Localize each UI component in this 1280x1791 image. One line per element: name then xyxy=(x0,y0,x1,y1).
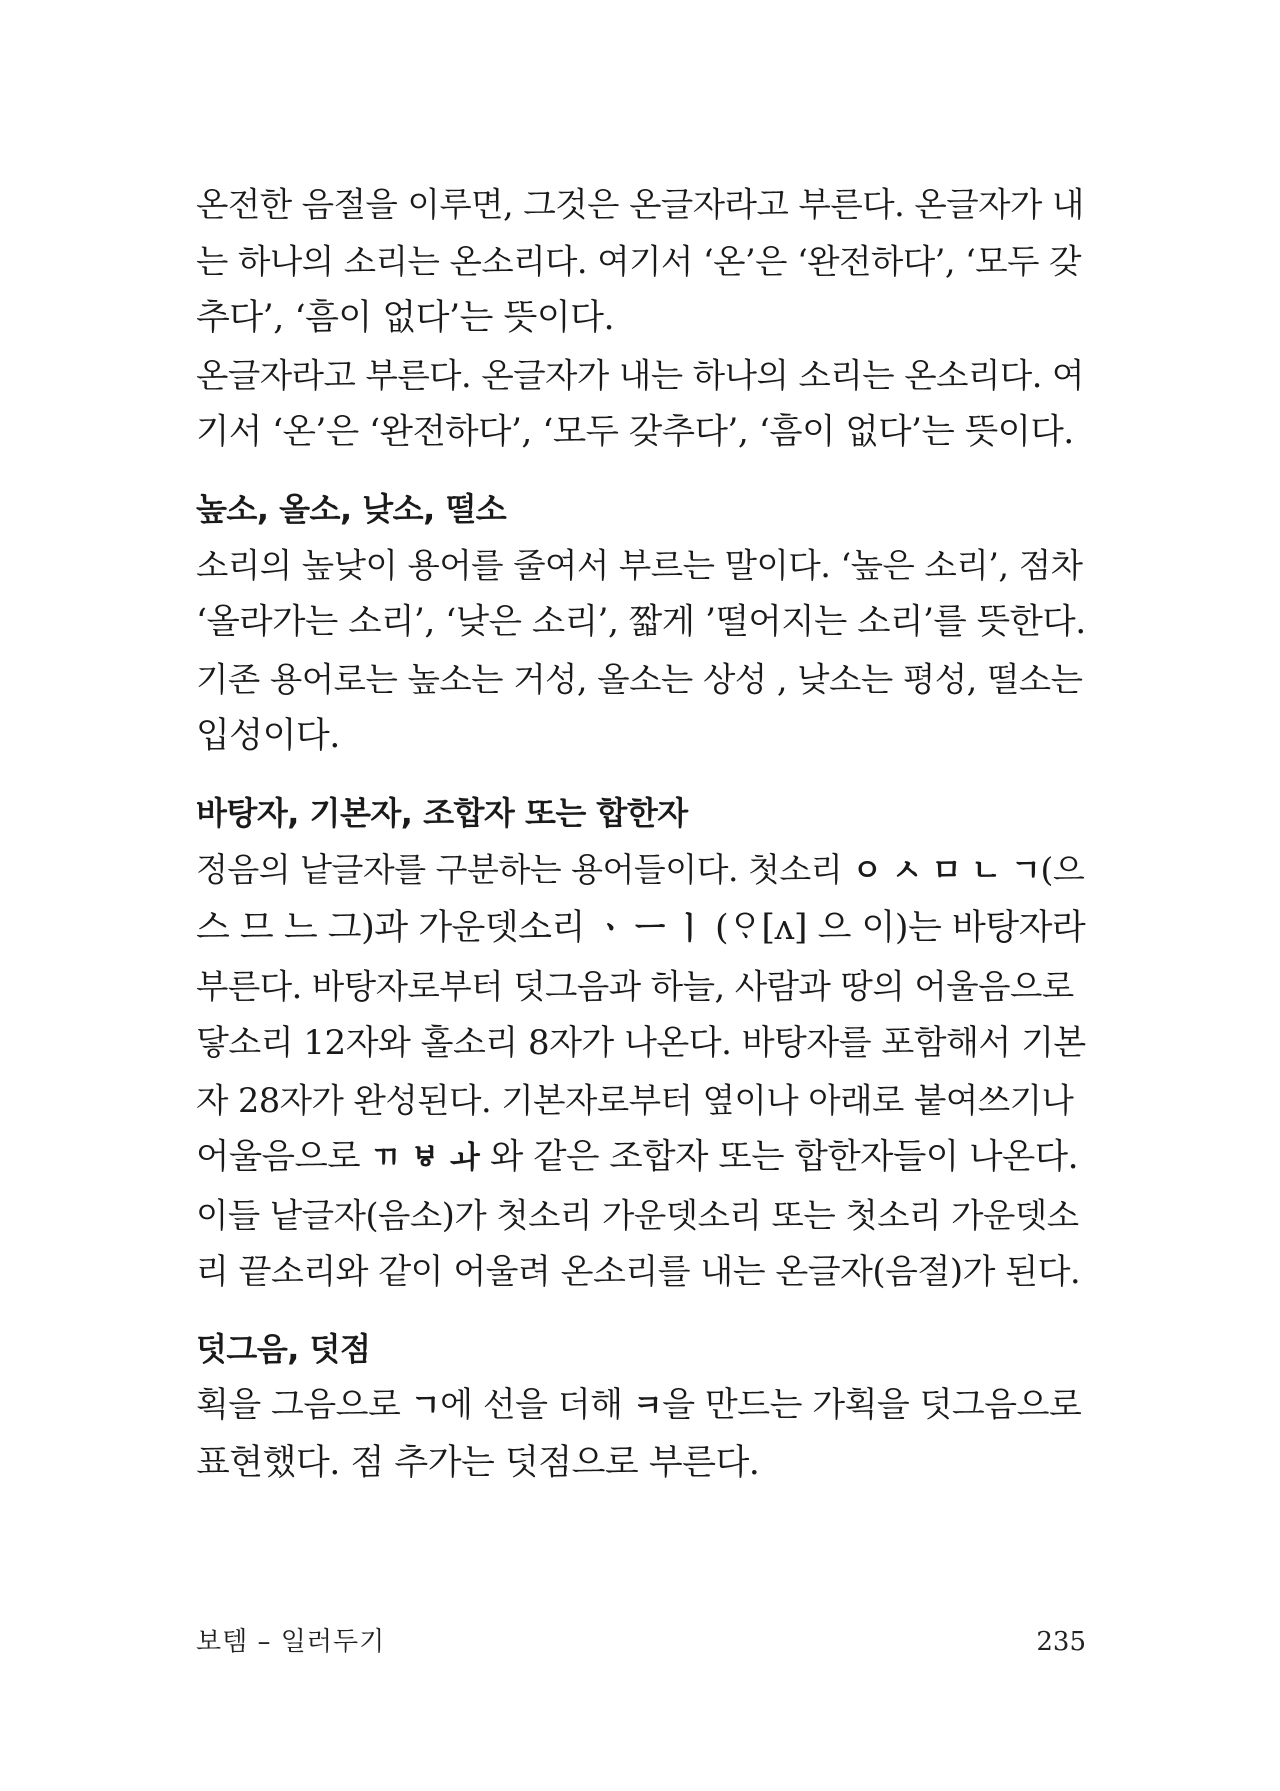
section-strokes-paragraph xyxy=(196,1377,1086,1492)
intro-paragraph xyxy=(196,176,1086,461)
text-line: 추다’, ‘흠이 없다’는 뜻이다. xyxy=(196,298,615,338)
page-footer xyxy=(196,1622,1086,1662)
text-line: 부른다. 바탕자로부터 덧그음과 하늘, 사람과 땅의 어울음으로 xyxy=(196,967,1074,1006)
page-number: 235 xyxy=(1036,1627,1086,1657)
text-line: 정음의 낱글자를 구분하는 용어들이다. 첫소리 ㅇ ㅅ ㅁ ㄴ ㄱ(으 xyxy=(196,850,1085,889)
text-line: 표현했다. 점 추가는 덧점으로 부른다. xyxy=(196,1443,760,1483)
text-line: 획을 그음으로 ㄱ에 선을 더해 ㅋ을 만드는 가획을 덧그음으로 xyxy=(196,1385,1082,1425)
page-body xyxy=(196,176,1086,1492)
section-heading-tones: 높소, 올소, 낮소, 떨소 xyxy=(196,490,507,528)
jamo-initials: ㅇ ㅅ ㅁ ㄴ ㄱ xyxy=(852,853,1041,889)
text-line: 입성이다. xyxy=(196,716,340,756)
text-line: 이들 낱글자(음소)가 첫소리 가운뎃소리 또는 첫소리 가운뎃소 xyxy=(196,1196,1079,1235)
section-heading-strokes: 덧그음, 덧점 xyxy=(196,1330,371,1368)
text-line: 자 28자가 완성된다. 기본자로부터 옆이나 아래로 붙여쓰기나 xyxy=(196,1081,1074,1120)
text-line: 어울음으로 ㄲ ㅸ ㅘ 와 같은 조합자 또는 합한자들이 나온다. xyxy=(196,1137,1079,1177)
jamo-kieuk: ㅋ xyxy=(632,1388,663,1424)
text-line: 기존 용어로는 높소는 거성, 올소는 상성 , 낮소는 평성, 떨소는 xyxy=(196,660,1083,699)
section-letters-paragraph xyxy=(196,841,1086,1301)
running-footer-title: 보템 – 일러두기 xyxy=(196,1627,386,1657)
text-line: 스 므 느 그)과 가운뎃소리 ㆍ ㅡ ㅣ (ᄋᆞ[ʌ] 으 이)는 바탕자라 xyxy=(196,908,1086,948)
section-heading-letters: 바탕자, 기본자, 조합자 또는 합한자 xyxy=(196,794,688,832)
text-line: 기서 ‘온’은 ‘완전하다’, ‘모두 갖추다’, ‘흠이 없다’는 뜻이다. xyxy=(196,412,1074,452)
jamo-giyeok: ㄱ xyxy=(410,1388,441,1424)
text-line: 온글자라고 부른다. 온글자가 내는 하나의 소리는 온소리다. 여 xyxy=(196,356,1084,395)
text-line: 닿소리 12자와 홀소리 8자가 나온다. 바탕자를 포함해서 기본 xyxy=(196,1023,1086,1063)
text-line: ‘올라가는 소리’, ‘낮은 소리’, 짧게 ’떨어지는 소리’를 뜻한다. xyxy=(196,602,1086,642)
section-tones-paragraph xyxy=(196,537,1086,765)
text-line: 온전한 음절을 이루면, 그것은 온글자라고 부른다. 온글자가 내 xyxy=(196,185,1084,224)
jamo-vowels: ㆍ ㅡ ㅣ xyxy=(595,911,705,947)
text-line: 리 끝소리와 같이 어울려 온소리를 내는 온글자(음절)가 된다. xyxy=(196,1252,1081,1292)
jamo-combined: ㄲ ㅸ ㅘ xyxy=(370,1140,480,1176)
text-line: 소리의 높낮이 용어를 줄여서 부르는 말이다. ‘높은 소리’, 점차 xyxy=(196,546,1083,585)
text-line: 는 하나의 소리는 온소리다. 여기서 ‘온’은 ‘완전하다’, ‘모두 갖 xyxy=(196,242,1082,281)
